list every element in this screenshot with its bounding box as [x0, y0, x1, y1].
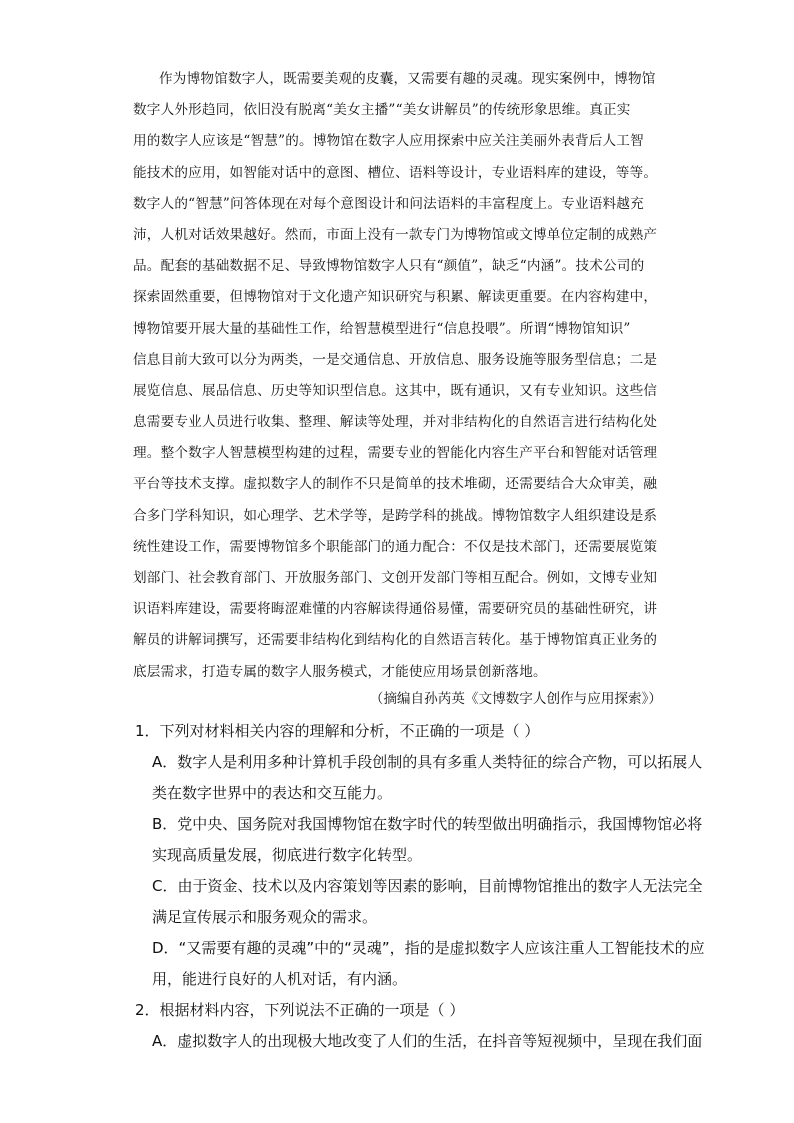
question-1-option-a[interactable]: A．数字人是利用多种计算机手段创制的具有多重人类特征的综合产物，可以拓展人: [152, 753, 703, 771]
passage-line: 数字人外形趋同，依旧没有脱离“美女主播”“美女讲解员”的传统形象思维。真正实: [133, 102, 631, 119]
question-1-option-a-continued: 类在数字世界中的表达和交互能力。: [152, 784, 393, 802]
question-1-option-c-continued: 满足宣传展示和服务观众的需求。: [152, 908, 378, 926]
passage-source-citation: （摘编自孙芮英《文博数字人创作与应用探索》）: [369, 691, 662, 707]
question-2-option-a[interactable]: A．虚拟数字人的出现极大地改变了人们的生活，在抖音等短视频中，呈现在我们面: [152, 1032, 703, 1050]
passage-line: 息需要专业人员进行收集、整理、解读等处理，并对非结构化的自然语言进行结构化处: [133, 414, 658, 431]
passage-line: 底层需求，打造专属的数字人服务模式，才能使应用场景创新落地。: [133, 663, 547, 680]
passage-line: 品。配套的基础数据不足、导致博物馆数字人只有“颜值”，缺乏“内涵”。技术公司的: [133, 258, 645, 275]
passage-line: 统性建设工作，需要博物馆多个职能部门的通力配合：不仅是技术部门，还需要展览策: [133, 538, 658, 555]
passage-line: 信息目前大致可以分为两类，一是交通信息、开放信息、服务设施等服务型信息；二是: [133, 351, 658, 368]
passage-line: 能技术的应用，如智能对话中的意图、槽位、语料等设计，专业语料库的建设，等等。: [133, 164, 658, 181]
passage-line: 用的数字人应该是“智慧”的。博物馆在数字人应用探索中应关注美丽外表背后人工智: [133, 133, 644, 150]
passage-line: 合多门学科知识，如心理学、艺术学等，是跨学科的挑战。博物馆数字人组织建设是系: [133, 507, 658, 524]
passage-line: 展览信息、展品信息、历史等知识型信息。这其中，既有通识，又有专业知识。这些信: [133, 382, 658, 399]
question-1-option-c[interactable]: C．由于资金、技术以及内容策划等因素的影响，目前博物馆推出的数字人无法完全: [152, 877, 703, 895]
passage-line: 划部门、社会教育部门、开放服务部门、文创开发部门等相互配合。例如，文博专业知: [133, 570, 658, 586]
passage-line: 理。整个数字人智慧模型构建的过程，需要专业的智能化内容生产平台和智能对话管理: [133, 445, 658, 462]
passage-line: 探索固然重要，但博物馆对于文化遗产知识研究与积累、解读更重要。在内容构建中，: [133, 289, 658, 306]
question-2-stem: 2．根据材料内容，下列说法不正确的一项是（ ）: [135, 1001, 465, 1019]
question-1-option-d[interactable]: D．“又需要有趣的灵魂”中的“灵魂”，指的是虚拟数字人应该注重人工智能技术的应: [152, 939, 705, 957]
reading-passage: [133, 64, 663, 688]
passage-line: 识语料库建设，需要将晦涩难懂的内容解读得通俗易懂，需要研究员的基础性研究，讲: [133, 601, 658, 618]
passage-line: 解员的讲解词撰写，还需要非结构化到结构化的自然语言转化。基于博物馆真正业务的: [133, 632, 658, 649]
question-1-option-b-continued: 实现高质量发展，彻底进行数字化转型。: [152, 846, 423, 864]
question-1-option-b[interactable]: B．党中央、国务院对我国博物馆在数字时代的转型做出明确指示，我国博物馆必将: [152, 815, 703, 833]
passage-line: 作为博物馆数字人，既需要美观的皮囊，又需要有趣的灵魂。现实案例中，博物馆: [159, 71, 656, 87]
passage-line: 平台等技术支撑。虚拟数字人的制作不只是简单的技术堆砌，还需要结合大众审美，融: [133, 476, 658, 493]
passage-line: 数字人的“智慧”问答体现在对每个意图设计和问法语料的丰富程度上。专业语料越充: [133, 195, 644, 212]
question-1-stem: 1．下列对材料相关内容的理解和分析，不正确的一项是（ ）: [135, 722, 540, 740]
question-1-option-d-continued: 用，能进行良好的人机对话，有内涵。: [152, 970, 408, 988]
passage-line: 沛，人机对话效果越好。然而，市面上没有一款专门为博物馆或文博单位定制的成熟产: [133, 226, 658, 243]
passage-line: 博物馆要开展大量的基础性工作，给智慧模型进行“信息投喂”。所谓“博物馆知识”: [133, 320, 631, 337]
